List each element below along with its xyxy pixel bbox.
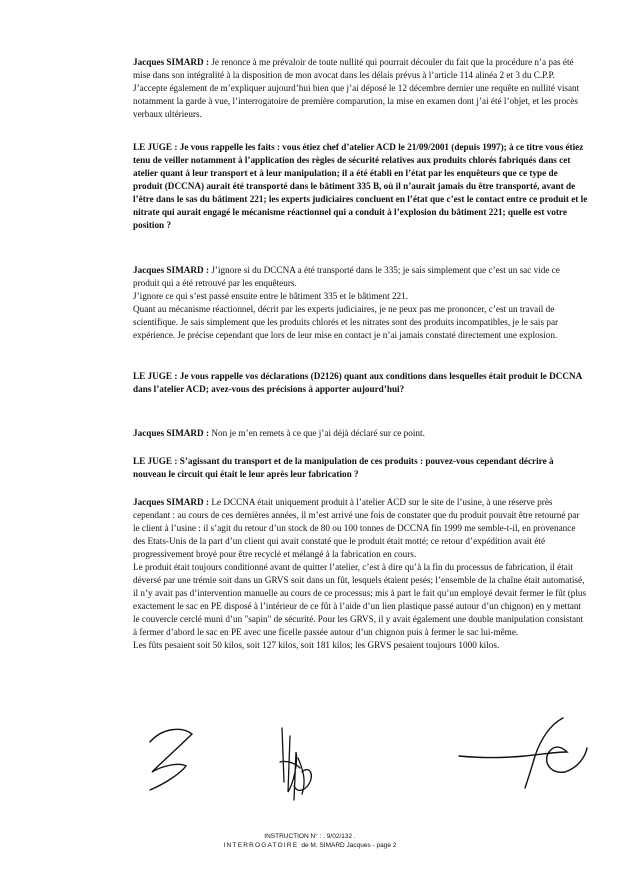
statement-text: Je renonce à me prévaloir de toute nullité qui pourrait découler du fait que la procédure n’a pas été mise dans son intégralité à la disposition de mon avocat dans les délais prévus à l’article 114 alinéa 2 et 3 du C.P.P. xyxy=(133,57,574,80)
question-text: Je vous rappelle les faits : vous étiez chef d’atelier ACD le 21/09/2001 (depuis 1997); à ce titre vous étiez tenu de veiller notamment à l’application des règles de sécurité relatives aux produits chlorés fabriqués dans cet atelier quant à leur transport et à leur manipulation; il a été établi en l’état par les enquêteurs que ce type de produit (DCCNA) aurait été transporté dans le bâtiment 335 B, où il n’aurait jamais du être transporté, avant de l’être dans le sas du bâtiment 221; les experts judiciaires concluent en l’état que c’est le contact entre ce produit et le nitrate qui aurait engagé le mécanisme réactionnel qui a conduit à l’explosion du bâtiment 221; quelle est votre position ? xyxy=(133,142,588,230)
statement-text: Le produit était toujours conditionné avant de quitter l’atelier, c’est à dire qu’à la fin du processus de fabrication, il était déversé par une trémie soit dans un GRVS soit dans un fût, lesquels étaient pesés; l’ensemble de la chaîne était automatisé, il n’y avait pas d’intervention manuelle au cours de ce processus; mis à part le fait qu’un employé devait fermer le fût (plus exactement le sac en PE disposé à l’intérieur de ce fût à l’aide d’un lien plastique passé autour d’un chignon) en y mettant le couvercle cerclé muni d’un "sapin" de sécurité. Pour les GRVS, il y avait également une double manipulation consistant à fermer d’abord le sac en PE avec une ficelle passée autour d’un chignon puis à fermer le sac lui-même. xyxy=(133,562,587,637)
question-judge-1 xyxy=(133,141,588,232)
footer-page-info: de M. SIMARD Jacques - page 2 xyxy=(301,842,397,849)
question-judge-3 xyxy=(133,455,588,481)
speaker-label: LE JUGE : xyxy=(133,371,178,381)
speaker-label: Jacques SIMARD : xyxy=(133,497,210,507)
statement-simard-1 xyxy=(133,56,588,121)
statement-text: J’ignore ce qui s’est passé ensuite entre le bâtiment 335 et le bâtiment 221. xyxy=(133,291,409,301)
speaker-label: Jacques SIMARD : xyxy=(133,265,210,275)
statement-text: Quant au mécanisme réactionnel, décrit par les experts judiciaires, je ne peux pas me prononcer, c’est un travail de scientifique. Je sais simplement que les produits chlorés et les nitrates sont des produits incompatibles, je le sais par expérience. Je précise cependant que lors de leur mise en contact je n’ai jamais constaté directement une explosion. xyxy=(133,304,559,340)
signature-middle xyxy=(268,722,323,812)
signature-right xyxy=(455,712,590,792)
page-footer xyxy=(0,832,620,850)
speaker-label: LE JUGE : xyxy=(133,142,178,152)
signature-left xyxy=(142,720,212,795)
statement-simard-4 xyxy=(133,496,588,652)
statement-text: Non je m’en remets à ce que j’ai déjà déclaré sur ce point. xyxy=(211,428,425,438)
statement-simard-3 xyxy=(133,427,588,440)
statement-simard-2 xyxy=(133,264,588,342)
question-judge-2 xyxy=(133,370,588,396)
instruction-number: INSTRUCTION N° : . 9/02/132 . xyxy=(264,833,356,840)
speaker-label: Jacques SIMARD : xyxy=(133,428,210,438)
speaker-label: LE JUGE : xyxy=(133,456,178,466)
speaker-label: Jacques SIMARD : xyxy=(133,57,210,67)
statement-text: J’accepte également de m’expliquer aujourd’hui bien que j’ai déposé le 12 décembre dernier une requête en nullité visant notamment la garde à vue, l’interrogatoire de première comparution, la mise en examen dont j’ai été l’objet, et les procès verbaux ultérieurs. xyxy=(133,83,580,119)
statement-text: J’ignore si du DCCNA a été transporté dans le 335; je sais simplement que c’est un sac vide ce produit qui a été retrouvé par les enquêteurs. xyxy=(133,265,560,288)
statement-text: Les fûts pesaient soit 50 kilos, soit 127 kilos, soit 181 kilos; les GRVS pesaient toujours 1000 kilos. xyxy=(133,640,500,650)
question-text: Je vous rappelle vos déclarations (D2126) quant aux conditions dans lesquelles était produit le DCCNA dans l’atelier ACD; avez-vous des précisions à apporter aujourd’hui? xyxy=(133,371,582,394)
statement-text: Le DCCNA était uniquement produit à l’atelier ACD sur le site de l’usine, à une réserve près cependant : au cours de ces dernières années, il m’est arrivé une fois de constater que du produit pouvait être retourné par le client à l’usine : il s’agit du retour d’un stock de 80 ou 100 tonnes de DCCNA fin 1999 me semble-t-il, en provenance des Etats-Unis de la part d’un client qui avait constaté que le produit était motté; ce retour d’expédition avait été progressivement broyé pour être recyclé et mélangé à la fabrication en cours. xyxy=(133,497,580,559)
footer-title: INTERROGATOIRE xyxy=(223,842,299,849)
question-text: S’agissant du transport et de la manipulation de ces produits : pouvez-vous cependant décrire à nouveau le circuit qui était le leur après leur fabrication ? xyxy=(133,456,554,479)
